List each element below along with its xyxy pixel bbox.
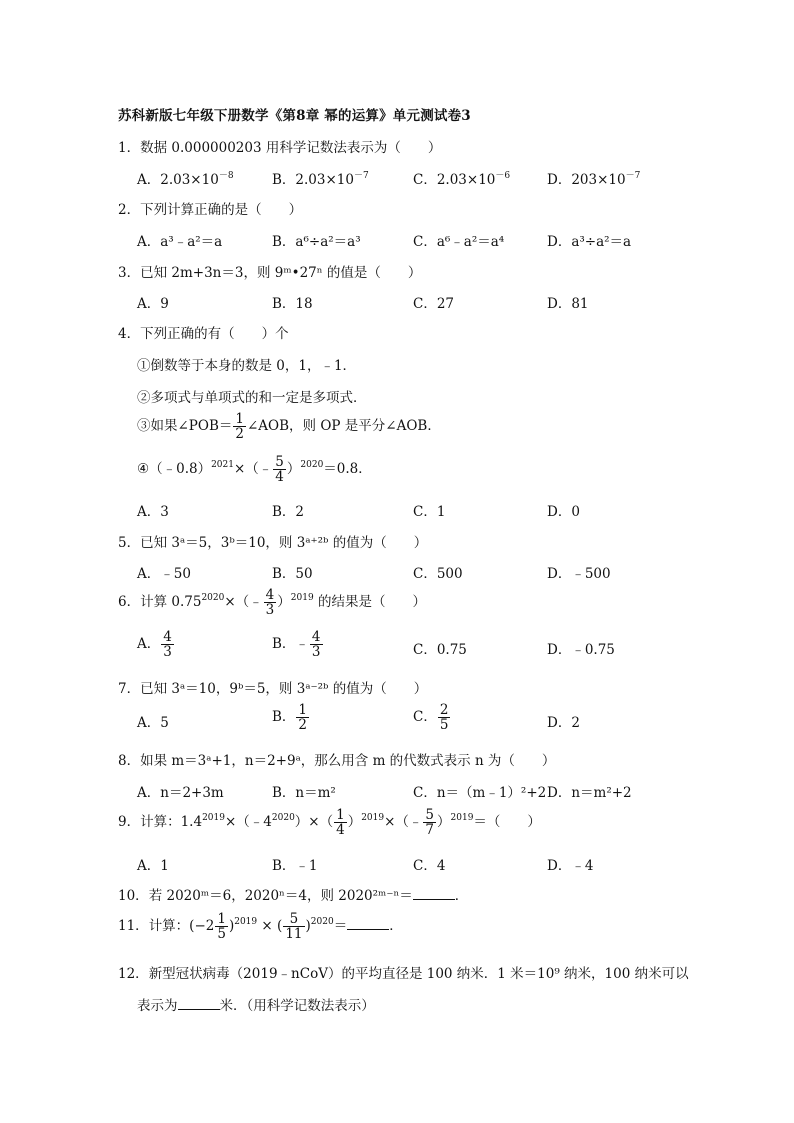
q2-option-d[interactable]: D．a³÷a²＝a xyxy=(547,234,632,250)
q7-option-a[interactable]: A．5 xyxy=(137,715,169,731)
q3-option-d[interactable]: D．81 xyxy=(547,296,589,312)
q5-option-c[interactable]: C．500 xyxy=(413,566,463,582)
q7-option-b[interactable]: B． $\frac{1}{2}$ xyxy=(272,702,308,734)
q4-item-2: ②多项式与单项式的和一定是多项式． xyxy=(137,390,367,406)
question-6: 6．计算 $0.75^{2020}\times(﹣$ $\frac{4}{3}$ ）$^{2019}$ 的结果是（ ） xyxy=(118,587,426,619)
q6-option-a[interactable]: A． $\frac{4}{3}$ xyxy=(137,629,172,661)
q8-option-b[interactable]: B．n＝m² xyxy=(272,785,336,801)
question-12: 12．新型冠状病毒（2019﹣nCoV）的平均直径是 100 纳米．1 米＝10⁹ 纳米，100 纳米可以 xyxy=(118,966,689,982)
q4-option-c[interactable]: C．1 xyxy=(413,504,446,520)
q7-option-d[interactable]: D．2 xyxy=(547,715,580,731)
question-3: 3．已知 2m+3n＝3，则 9ᵐ•27ⁿ 的值是（ ） xyxy=(118,265,422,281)
q1-option-b[interactable]: B．$2.03\times 10^{-7}$ xyxy=(272,171,369,188)
q8-option-d[interactable]: D．n＝m²+2 xyxy=(547,785,632,801)
q1-option-a[interactable]: A．$2.03\times 10^{-8}$ xyxy=(137,171,234,188)
q4-item-4: ④（﹣0.8）$^{2021}$×（﹣ $\frac{5}{4}$ ）$^{2020}$＝0.8． xyxy=(137,454,372,486)
q3-option-b[interactable]: B．18 xyxy=(272,296,313,312)
q9-option-b[interactable]: B．﹣1 xyxy=(272,858,318,874)
q5-option-d[interactable]: D．﹣500 xyxy=(547,566,611,582)
question-12-line-2: 表示为 米．（用科学记数法表示） xyxy=(137,998,375,1014)
q6-option-d[interactable]: D．﹣0.75 xyxy=(547,642,615,658)
q8-option-a[interactable]: A．n＝2+3m xyxy=(137,785,224,801)
q7-option-c[interactable]: C． $\frac{2}{5}$ xyxy=(413,702,449,734)
q4-option-b[interactable]: B．2 xyxy=(272,504,305,520)
answer-blank[interactable] xyxy=(413,887,455,900)
question-10: 10．若 2020ᵐ＝6，2020ⁿ＝4，则 2020²ᵐ⁻ⁿ＝ ． xyxy=(118,888,469,904)
question-1: 1．数据 0.000000203 用科学记数法表示为（ ） xyxy=(118,140,442,156)
question-11: 11．计算：(−2 $\frac{1}{5}$ )$^{2019}$ × ( $\frac{5}{11}$ )$^{2020}$＝ ． xyxy=(118,911,403,943)
q4-option-d[interactable]: D．0 xyxy=(547,504,580,520)
q5-option-b[interactable]: B．50 xyxy=(272,566,313,582)
q6-option-b[interactable]: B．﹣ $\frac{4}{3}$ xyxy=(272,629,321,661)
question-8: 8．如果 m＝3ᵃ+1，n＝2+9ᵃ，那么用含 m 的代数式表示 n 为（ ） xyxy=(118,753,556,769)
question-2: 2．下列计算正确的是（ ） xyxy=(118,202,303,218)
q6-option-c[interactable]: C．0.75 xyxy=(413,642,467,658)
answer-blank[interactable] xyxy=(347,917,389,930)
question-7: 7．已知 3ᵃ＝10，9ᵇ＝5，则 3ᵃ⁻²ᵇ 的值为（ ） xyxy=(118,681,428,697)
q4-item-3: ③如果∠POB＝ $\frac{1}{2}$ ∠AOB，则 OP 是平分∠AOB． xyxy=(137,411,441,443)
question-9: 9．计算：$1.4^{2019}\times(﹣4^{2020})\times$（ $\frac{1}{4}$ ）$^{2019}$×（﹣ $\frac{5}{7}$ ）$^{2019}$＝（ ） xyxy=(118,807,541,839)
fraction: $\frac{5}{4}$ xyxy=(275,454,284,486)
q2-option-b[interactable]: B．a⁶÷a²＝a³ xyxy=(272,234,361,250)
q2-option-a[interactable]: A．a³﹣a²＝a xyxy=(137,234,223,250)
q1-option-c[interactable]: C．$2.03\times 10^{-6}$ xyxy=(413,171,511,188)
q1-option-d[interactable]: D．$203\times 10^{-7}$ xyxy=(547,171,641,188)
fraction: $\frac{1}{2}$ xyxy=(235,411,244,443)
q2-option-c[interactable]: C．a⁶﹣a²＝a⁴ xyxy=(413,234,505,250)
q3-option-a[interactable]: A．9 xyxy=(137,296,169,312)
q8-option-c[interactable]: C．n＝（m﹣1）²+2 xyxy=(413,785,547,801)
q3-option-c[interactable]: C．27 xyxy=(413,296,455,312)
question-4: 4．下列正确的有（ ）个 xyxy=(118,326,289,342)
q5-option-a[interactable]: A．﹣50 xyxy=(137,566,191,582)
q4-item-1: ①倒数等于本身的数是 0，1，﹣1． xyxy=(137,358,357,374)
question-5: 5．已知 3ᵃ＝5，3ᵇ＝10，则 3ᵃ⁺²ᵇ 的值为（ ） xyxy=(118,535,428,551)
fraction: $\frac{4}{3}$ xyxy=(265,587,275,619)
q4-option-a[interactable]: A．3 xyxy=(137,504,169,520)
q9-option-a[interactable]: A．1 xyxy=(137,858,169,874)
page-title: 苏科新版七年级下册数学《第8章 幂的运算》单元测试卷3 xyxy=(118,108,471,124)
q9-option-d[interactable]: D．﹣4 xyxy=(547,858,594,874)
answer-blank[interactable] xyxy=(178,997,220,1010)
q9-option-c[interactable]: C．4 xyxy=(413,858,446,874)
